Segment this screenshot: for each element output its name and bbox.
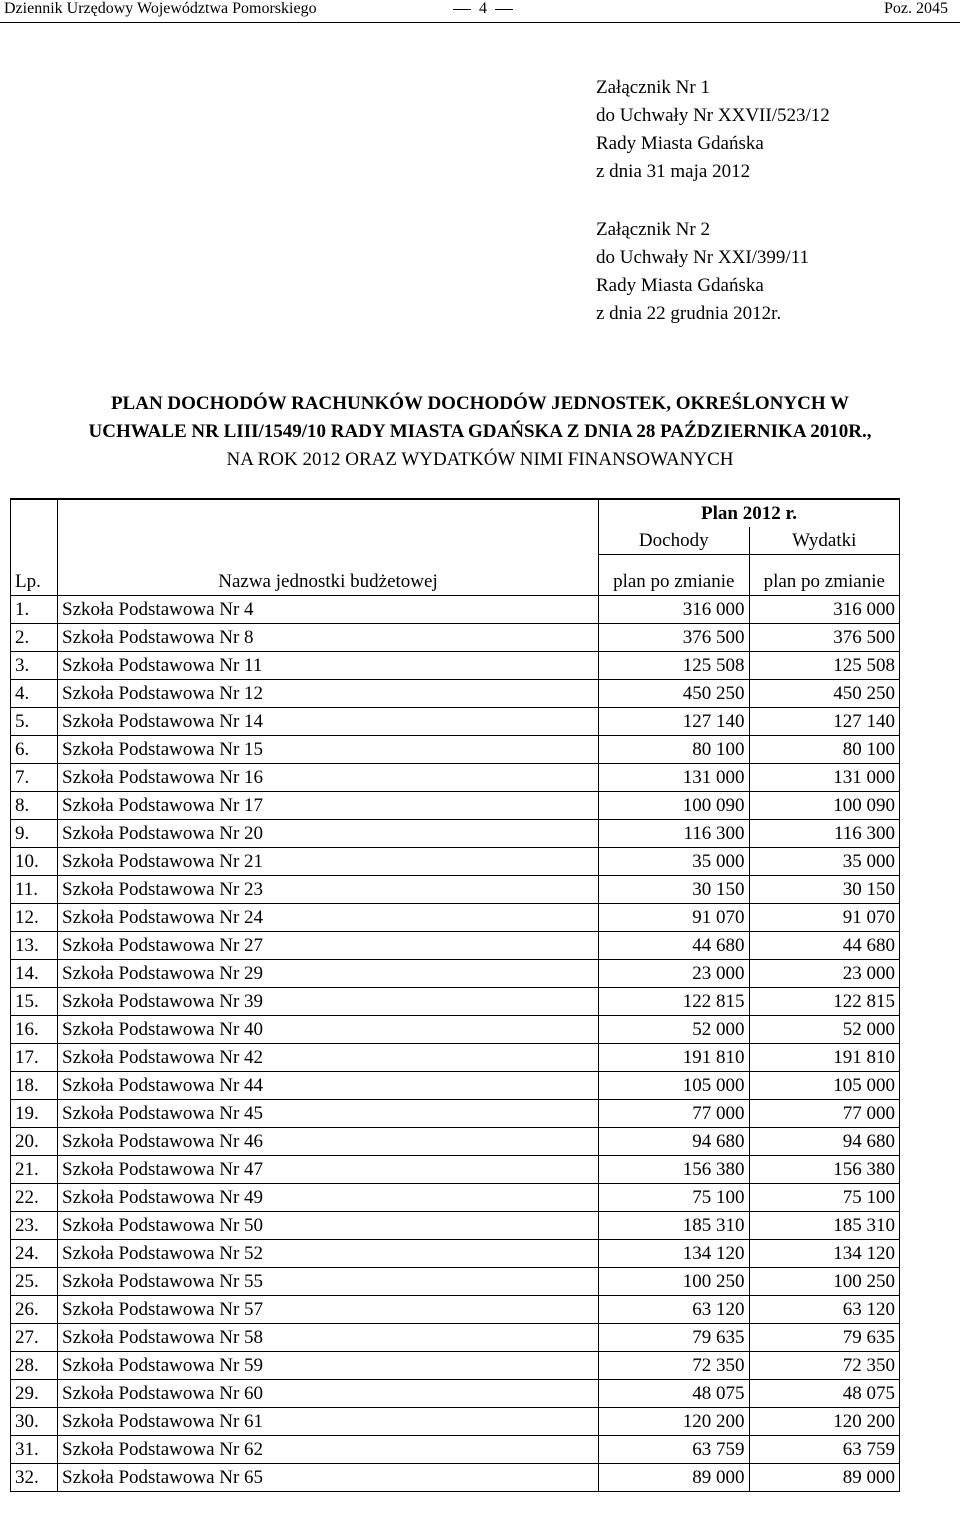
row-income: 63 759 <box>599 1436 750 1464</box>
annex-1-line-4: z dnia 31 maja 2012 <box>596 161 751 182</box>
row-name: Szkoła Podstawowa Nr 57 <box>58 1296 599 1324</box>
plan-header: Plan 2012 r. <box>599 499 900 527</box>
row-lp: 27. <box>11 1324 58 1352</box>
running-header <box>0 0 960 22</box>
row-lp: 28. <box>11 1352 58 1380</box>
row-income: 120 200 <box>599 1408 750 1436</box>
row-income: 94 680 <box>599 1128 750 1156</box>
table-row <box>11 1016 900 1044</box>
row-name: Szkoła Podstawowa Nr 59 <box>58 1352 599 1380</box>
row-income: 116 300 <box>599 820 750 848</box>
row-expense: 127 140 <box>749 708 900 736</box>
row-name: Szkoła Podstawowa Nr 50 <box>58 1212 599 1240</box>
row-income: 89 000 <box>599 1464 750 1492</box>
row-expense: 100 250 <box>749 1268 900 1296</box>
row-name: Szkoła Podstawowa Nr 29 <box>58 960 599 988</box>
row-lp: 14. <box>11 960 58 988</box>
row-income: 316 000 <box>599 596 750 624</box>
row-income: 105 000 <box>599 1072 750 1100</box>
table-row <box>11 1352 900 1380</box>
row-name: Szkoła Podstawowa Nr 21 <box>58 848 599 876</box>
row-name: Szkoła Podstawowa Nr 45 <box>58 1100 599 1128</box>
table-row <box>11 1072 900 1100</box>
table-row <box>11 792 900 820</box>
row-income: 77 000 <box>599 1100 750 1128</box>
row-name: Szkoła Podstawowa Nr 39 <box>58 988 599 1016</box>
row-lp: 23. <box>11 1212 58 1240</box>
row-name: Szkoła Podstawowa Nr 47 <box>58 1156 599 1184</box>
table-row <box>11 904 900 932</box>
row-lp: 11. <box>11 876 58 904</box>
row-name: Szkoła Podstawowa Nr 44 <box>58 1072 599 1100</box>
row-income: 134 120 <box>599 1240 750 1268</box>
name-header: Nazwa jednostki budżetowej <box>58 555 599 596</box>
annex-1-line-2: do Uchwały Nr XXVII/523/12 <box>596 105 830 126</box>
row-income: 100 090 <box>599 792 750 820</box>
header-lp-blank <box>11 499 58 555</box>
row-name: Szkoła Podstawowa Nr 65 <box>58 1464 599 1492</box>
row-lp: 19. <box>11 1100 58 1128</box>
row-lp: 10. <box>11 848 58 876</box>
row-expense: 23 000 <box>749 960 900 988</box>
table-row <box>11 1268 900 1296</box>
row-lp: 6. <box>11 736 58 764</box>
row-lp: 31. <box>11 1436 58 1464</box>
table-row <box>11 1128 900 1156</box>
table-row <box>11 848 900 876</box>
annex-2-line-2: do Uchwały Nr XXI/399/11 <box>596 247 810 268</box>
table-row <box>11 1184 900 1212</box>
title-line-1: PLAN DOCHODÓW RACHUNKÓW DOCHODÓW JEDNOSTEK, OKREŚLONYCH W <box>110 393 850 414</box>
row-name: Szkoła Podstawowa Nr 60 <box>58 1380 599 1408</box>
row-lp: 3. <box>11 652 58 680</box>
row-expense: 191 810 <box>749 1044 900 1072</box>
row-name: Szkoła Podstawowa Nr 40 <box>58 1016 599 1044</box>
row-income: 122 815 <box>599 988 750 1016</box>
journal-name: Dziennik Urzędowy Województwa Pomorskiego <box>4 0 317 17</box>
row-lp: 29. <box>11 1380 58 1408</box>
row-name: Szkoła Podstawowa Nr 58 <box>58 1324 599 1352</box>
row-expense: 450 250 <box>749 680 900 708</box>
row-income: 185 310 <box>599 1212 750 1240</box>
row-income: 72 350 <box>599 1352 750 1380</box>
table-row <box>11 1436 900 1464</box>
table-row <box>11 932 900 960</box>
row-income: 376 500 <box>599 624 750 652</box>
row-income: 450 250 <box>599 680 750 708</box>
row-name: Szkoła Podstawowa Nr 4 <box>58 596 599 624</box>
table-row <box>11 1212 900 1240</box>
row-lp: 16. <box>11 1016 58 1044</box>
row-income: 48 075 <box>599 1380 750 1408</box>
annex-1-line-3: Rady Miasta Gdańska <box>596 133 764 154</box>
row-name: Szkoła Podstawowa Nr 14 <box>58 708 599 736</box>
table-row <box>11 1324 900 1352</box>
row-name: Szkoła Podstawowa Nr 62 <box>58 1436 599 1464</box>
row-expense: 185 310 <box>749 1212 900 1240</box>
row-income: 125 508 <box>599 652 750 680</box>
row-lp: 9. <box>11 820 58 848</box>
row-income: 191 810 <box>599 1044 750 1072</box>
row-expense: 89 000 <box>749 1464 900 1492</box>
row-expense: 134 120 <box>749 1240 900 1268</box>
income-header: Dochody <box>599 527 750 555</box>
row-expense: 94 680 <box>749 1128 900 1156</box>
table-row <box>11 1296 900 1324</box>
income-sub-header: plan po zmianie <box>599 555 750 596</box>
row-lp: 22. <box>11 1184 58 1212</box>
lp-header: Lp. <box>11 555 58 596</box>
header-row-sub <box>11 555 900 596</box>
row-name: Szkoła Podstawowa Nr 24 <box>58 904 599 932</box>
row-lp: 30. <box>11 1408 58 1436</box>
row-name: Szkoła Podstawowa Nr 23 <box>58 876 599 904</box>
row-lp: 18. <box>11 1072 58 1100</box>
annex-2-line-3: Rady Miasta Gdańska <box>596 275 764 296</box>
row-income: 75 100 <box>599 1184 750 1212</box>
table-row <box>11 1100 900 1128</box>
row-name: Szkoła Podstawowa Nr 8 <box>58 624 599 652</box>
row-lp: 12. <box>11 904 58 932</box>
row-expense: 105 000 <box>749 1072 900 1100</box>
table-row <box>11 1156 900 1184</box>
row-lp: 5. <box>11 708 58 736</box>
row-income: 30 150 <box>599 876 750 904</box>
row-name: Szkoła Podstawowa Nr 16 <box>58 764 599 792</box>
table-row <box>11 624 900 652</box>
header-row-plan <box>11 499 900 527</box>
row-lp: 2. <box>11 624 58 652</box>
row-expense: 48 075 <box>749 1380 900 1408</box>
row-income: 131 000 <box>599 764 750 792</box>
row-lp: 26. <box>11 1296 58 1324</box>
row-lp: 20. <box>11 1128 58 1156</box>
row-expense: 131 000 <box>749 764 900 792</box>
annex-1-block <box>596 74 830 186</box>
header-name-blank <box>58 499 599 555</box>
row-expense: 80 100 <box>749 736 900 764</box>
table-row <box>11 764 900 792</box>
table-row <box>11 820 900 848</box>
table-row <box>11 1380 900 1408</box>
row-income: 35 000 <box>599 848 750 876</box>
row-expense: 122 815 <box>749 988 900 1016</box>
row-name: Szkoła Podstawowa Nr 15 <box>58 736 599 764</box>
row-expense: 125 508 <box>749 652 900 680</box>
row-lp: 7. <box>11 764 58 792</box>
row-income: 156 380 <box>599 1156 750 1184</box>
row-expense: 120 200 <box>749 1408 900 1436</box>
row-expense: 116 300 <box>749 820 900 848</box>
row-income: 100 250 <box>599 1268 750 1296</box>
row-income: 91 070 <box>599 904 750 932</box>
table-row <box>11 1240 900 1268</box>
table-row <box>11 1464 900 1492</box>
annex-2-block <box>596 216 809 328</box>
row-lp: 25. <box>11 1268 58 1296</box>
page-number-value: 4 <box>479 0 487 17</box>
row-name: Szkoła Podstawowa Nr 49 <box>58 1184 599 1212</box>
row-income: 127 140 <box>599 708 750 736</box>
expense-header: Wydatki <box>749 527 900 555</box>
row-expense: 35 000 <box>749 848 900 876</box>
header-divider <box>0 22 960 23</box>
row-lp: 32. <box>11 1464 58 1492</box>
row-lp: 1. <box>11 596 58 624</box>
annex-1-line-1: Załącznik Nr 1 <box>596 77 710 98</box>
row-expense: 30 150 <box>749 876 900 904</box>
row-lp: 13. <box>11 932 58 960</box>
row-income: 80 100 <box>599 736 750 764</box>
row-name: Szkoła Podstawowa Nr 11 <box>58 652 599 680</box>
table-row <box>11 876 900 904</box>
row-name: Szkoła Podstawowa Nr 55 <box>58 1268 599 1296</box>
row-expense: 156 380 <box>749 1156 900 1184</box>
row-expense: 63 759 <box>749 1436 900 1464</box>
row-lp: 21. <box>11 1156 58 1184</box>
table-row <box>11 1408 900 1436</box>
table-row <box>11 960 900 988</box>
row-name: Szkoła Podstawowa Nr 46 <box>58 1128 599 1156</box>
row-name: Szkoła Podstawowa Nr 61 <box>58 1408 599 1436</box>
row-income: 23 000 <box>599 960 750 988</box>
row-name: Szkoła Podstawowa Nr 17 <box>58 792 599 820</box>
budget-table <box>10 498 900 1492</box>
row-name: Szkoła Podstawowa Nr 52 <box>58 1240 599 1268</box>
row-lp: 15. <box>11 988 58 1016</box>
table-row <box>11 680 900 708</box>
row-income: 79 635 <box>599 1324 750 1352</box>
row-income: 52 000 <box>599 1016 750 1044</box>
table-row <box>11 652 900 680</box>
row-expense: 44 680 <box>749 932 900 960</box>
row-expense: 52 000 <box>749 1016 900 1044</box>
table-row <box>11 988 900 1016</box>
row-expense: 100 090 <box>749 792 900 820</box>
position-number: Poz. 2045 <box>884 0 948 17</box>
title-line-2: UCHWALE NR LIII/1549/10 RADY MIASTA GDAŃSKA Z DNIA 28 PAŹDZIERNIKA 2010R., <box>88 421 872 442</box>
row-income: 63 120 <box>599 1296 750 1324</box>
document-title <box>0 390 960 474</box>
expense-sub-header: plan po zmianie <box>749 555 900 596</box>
title-line-3: NA ROK 2012 ORAZ WYDATKÓW NIMI FINANSOWANYCH <box>226 449 734 470</box>
table-row <box>11 596 900 624</box>
row-name: Szkoła Podstawowa Nr 42 <box>58 1044 599 1072</box>
row-lp: 24. <box>11 1240 58 1268</box>
table-row <box>11 708 900 736</box>
row-expense: 72 350 <box>749 1352 900 1380</box>
row-lp: 17. <box>11 1044 58 1072</box>
row-name: Szkoła Podstawowa Nr 27 <box>58 932 599 960</box>
annex-2-line-4: z dnia 22 grudnia 2012r. <box>596 303 782 324</box>
row-lp: 8. <box>11 792 58 820</box>
table-row <box>11 736 900 764</box>
table-row <box>11 1044 900 1072</box>
row-income: 44 680 <box>599 932 750 960</box>
row-expense: 79 635 <box>749 1324 900 1352</box>
row-expense: 75 100 <box>749 1184 900 1212</box>
row-name: Szkoła Podstawowa Nr 12 <box>58 680 599 708</box>
table-body <box>11 596 900 1492</box>
row-expense: 91 070 <box>749 904 900 932</box>
row-expense: 376 500 <box>749 624 900 652</box>
page-number <box>428 0 538 18</box>
row-lp: 4. <box>11 680 58 708</box>
row-expense: 316 000 <box>749 596 900 624</box>
annex-2-line-1: Załącznik Nr 2 <box>596 219 710 240</box>
row-expense: 77 000 <box>749 1100 900 1128</box>
row-name: Szkoła Podstawowa Nr 20 <box>58 820 599 848</box>
row-expense: 63 120 <box>749 1296 900 1324</box>
